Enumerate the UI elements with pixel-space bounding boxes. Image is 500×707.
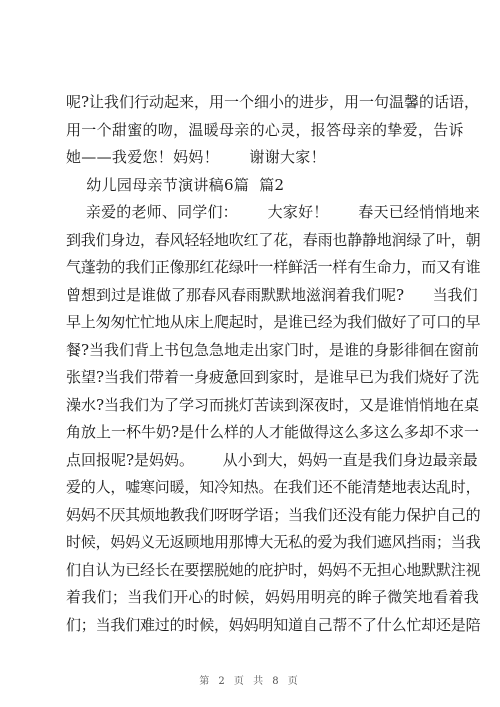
text-line: 呢?让我们行动起来，用一个细小的进步，用一句温馨的话语，: [66, 93, 480, 111]
text-line: 爱的人，嘘寒问暖，知冷知热。在我们还不能清楚地表达乱时，: [66, 478, 481, 496]
text-line: 角放上一杯牛奶?是什么样的人才能做得这么多这么多却不求一: [66, 423, 480, 441]
page-footer: 第 2 页 共 8 页: [199, 676, 301, 687]
text-line: 曾想到过是谁做了那春风春雨默默地滋润着我们呢? 当我们: [66, 286, 478, 304]
text-line: 着我们；当我们开心的时候，妈妈用明亮的眸子微笑地看着我: [66, 588, 480, 606]
text-line: 到我们身边，春风轻轻地吹红了花，春雨也静静地润绿了叶，朝: [66, 231, 481, 249]
text-line: 早上匆匆忙忙地从床上爬起时，是谁已经为我们做好了可口的早: [66, 313, 481, 331]
text-line: 用一个甜蜜的吻，温暖母亲的心灵，报答母亲的挚爱，告诉: [66, 121, 464, 139]
text-line: 亲爱的老师、同学们： 大家好！ 春天已经悄悄地来: [66, 203, 480, 221]
text-line: 气蓬勃的我们正像那红花绿叶一样鲜活一样有生命力，而又有谁: [66, 258, 481, 276]
text-line: 们自认为已经长在要摆脱她的庇护时，妈妈不无担心地默默注视: [66, 561, 481, 579]
text-line: 妈妈不厌其烦地教我们呀呀学语；当我们还没有能力保护自己的: [66, 506, 481, 524]
text-line: 张望?当我们带着一身疲惫回到家时，是谁早已为我们烧好了洗: [66, 368, 480, 386]
text-line: 餐?当我们背上书包急急地走出家门时，是谁的身影徘徊在窗前: [66, 341, 480, 359]
text-line: 点回报呢?是妈妈。 从小到大，妈妈一直是我们身边最亲最: [66, 451, 478, 469]
text-line: 时候，妈妈义无返顾地用那博大无私的爱为我们遮风挡雨；当我: [66, 533, 481, 551]
section-heading: 幼儿园母亲节演讲稿6篇 篇2: [66, 176, 285, 194]
text-line: 她——我爱您！妈妈！ 谢谢大家！: [66, 148, 326, 166]
text-line: 澡水?当我们为了学习而挑灯苦读到深夜时，又是谁悄悄地在桌: [66, 396, 480, 414]
text-line: 们；当我们难过的时候，妈妈明知道自己帮不了什么忙却还是陪: [66, 616, 481, 634]
